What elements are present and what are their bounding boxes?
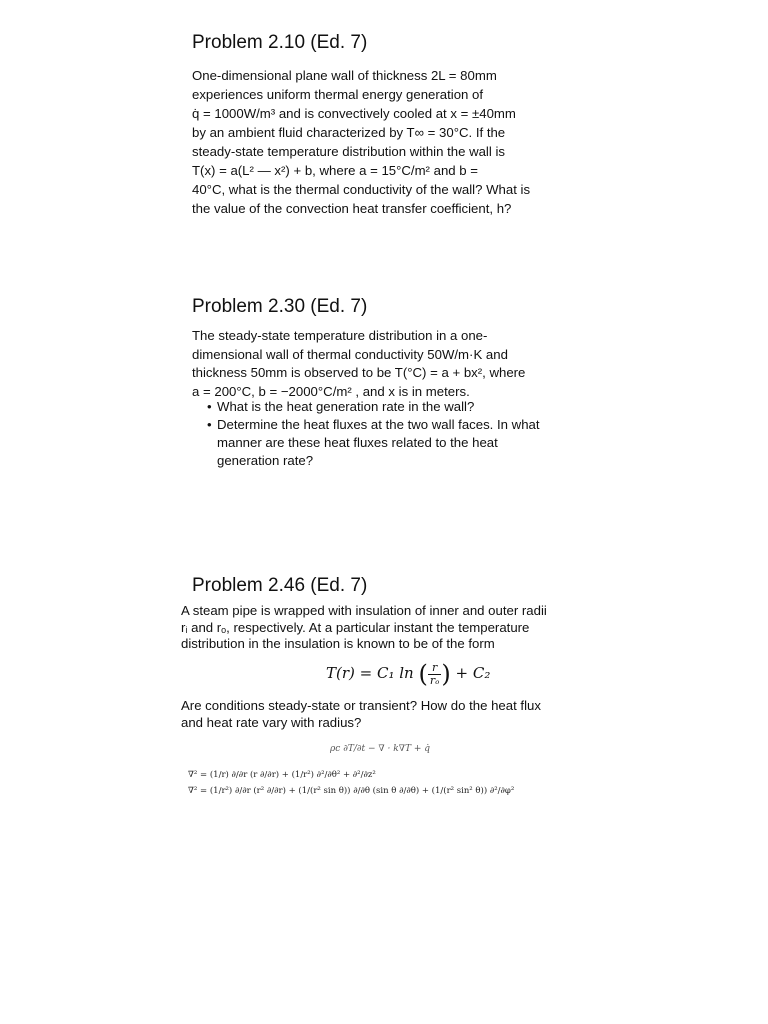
text-line: and heat rate vary with radius? <box>181 715 362 730</box>
text-line: The steady-state temperature distribution in a one- <box>192 328 488 343</box>
text-line: steady-state temperature distribution within the wall is <box>192 144 505 159</box>
text-line: Determine the heat fluxes at the two wall faces. In what <box>217 417 540 432</box>
problem-2-10-title: Problem 2.10 (Ed. 7) <box>192 32 368 53</box>
text-line: Are conditions steady-state or transient? How do the heat flux <box>181 698 541 713</box>
text-line: the value of the convection heat transfer coefficient, h? <box>192 201 512 216</box>
laplacian-cylindrical: ∇² = (1/r) ∂/∂r (r ∂/∂r) + (1/r²) ∂²/∂θ² + ∂²/∂z² <box>188 770 376 780</box>
problem-2-30-text <box>192 327 525 401</box>
problem-2-30-bullets <box>207 398 540 470</box>
bullet-marker: • <box>207 399 212 414</box>
paren-close: ) <box>441 660 451 688</box>
problem-2-46-title: Problem 2.46 (Ed. 7) <box>192 575 368 596</box>
equation-lhs: T(r) = C₁ ln <box>326 664 414 682</box>
problem-2-46-question <box>181 697 541 731</box>
text-line: thickness 50mm is observed to be T(°C) = a + bx², where <box>192 365 526 380</box>
laplacian-spherical: ∇² = (1/r²) ∂/∂r (r² ∂/∂r) + (1/(r² sin θ)) ∂/∂θ (sin θ ∂/∂θ) + (1/(r² sin² θ)) ∂²/∂φ² <box>188 786 515 796</box>
fraction-denominator: rₒ <box>429 673 440 687</box>
text-line: q̇ = 1000W/m³ and is convectively cooled at x = ±40mm <box>192 106 516 121</box>
text-line: What is the heat generation rate in the wall? <box>217 399 475 414</box>
fraction-numerator: r <box>428 662 442 675</box>
problem-2-30-title: Problem 2.30 (Ed. 7) <box>192 296 368 317</box>
heat-equation-faint: ρc ∂T/∂t − ∇ · k∇T + q̇ <box>330 744 431 754</box>
text-line: dimensional wall of thermal conductivity 50W/m·K and <box>192 346 508 362</box>
problem-2-10-text <box>192 66 530 218</box>
text-line: T(x) = a(L² — x²) + b, where a = 15°C/m² and b = <box>192 163 478 178</box>
text-line: by an ambient fluid characterized by T∞ = 30°C. If the <box>192 125 506 140</box>
text-line: manner are these heat fluxes related to the heat <box>217 435 498 450</box>
text-line: a = 200°C, b = −2000°C/m² , and x is in meters. <box>192 383 470 399</box>
fraction <box>428 662 442 687</box>
list-item <box>207 416 540 470</box>
problem-2-46-text <box>181 603 547 653</box>
text-line: generation rate? <box>217 453 314 468</box>
text-line: experiences uniform thermal energy generation of <box>192 87 484 102</box>
text-line: One-dimensional plane wall of thickness 2L = 80mm <box>192 68 497 83</box>
bullet-marker: • <box>207 417 212 432</box>
paren-open: ( <box>418 660 428 688</box>
temperature-distribution-equation <box>326 660 490 688</box>
text-line: 40°C, what is the thermal conductivity of the wall? What is <box>192 182 531 197</box>
text-line: rᵢ and rₒ, respectively. At a particular instant the temperature <box>181 619 530 635</box>
list-item <box>207 398 540 416</box>
text-line: A steam pipe is wrapped with insulation of inner and outer radii <box>181 603 547 618</box>
text-line: distribution in the insulation is known to be of the form <box>181 636 495 651</box>
equation-rhs: + C₂ <box>455 664 491 682</box>
